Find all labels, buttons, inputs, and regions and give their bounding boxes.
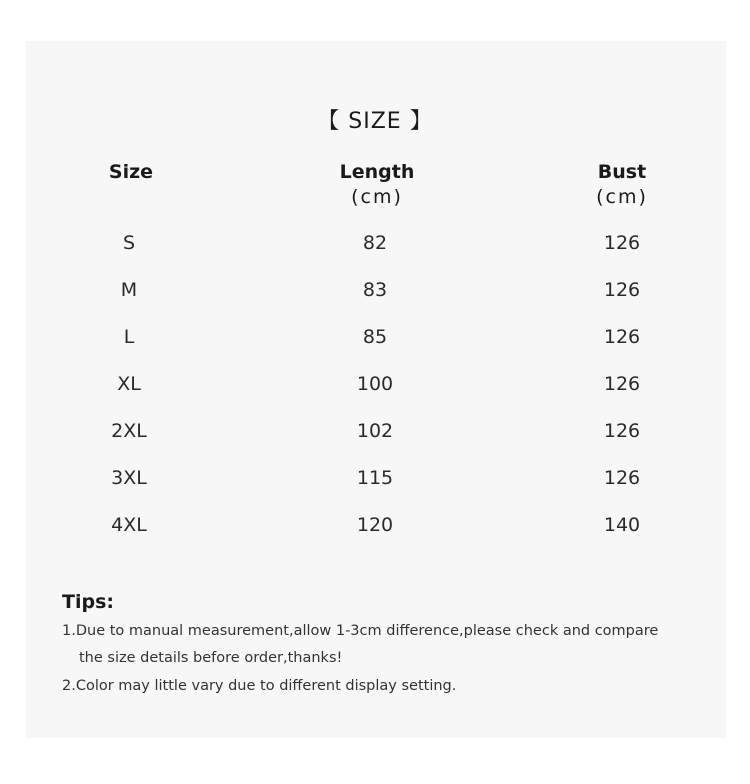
size-chart-title: 【 SIZE 】 [317,109,433,134]
length-cell: 120 [356,514,394,536]
length-cell: 115 [356,467,394,489]
column-header-label: Size [108,161,154,183]
column-header-unit: (cm) [596,186,648,208]
length-cell: 102 [356,420,394,442]
column-header-label: Length [339,161,415,183]
bust-cell: 126 [603,232,641,254]
length-cell: 100 [356,373,394,395]
tip-line: 2.Color may little vary due to different display setting. [62,678,457,694]
size-cell: S [122,232,136,254]
column-header-unit: (cm) [351,186,403,208]
bust-cell: 140 [603,514,641,536]
size-cell: XL [117,373,141,395]
column-header-size [51,160,211,185]
size-cell: 3XL [111,467,147,489]
size-cell: M [120,279,138,301]
column-header-length [297,160,457,210]
tip-line: 1.Due to manual measurement,allow 1-3cm difference,please check and compare [62,623,659,639]
length-cell: 82 [362,232,388,254]
size-cell: 2XL [111,420,147,442]
bust-cell: 126 [603,279,641,301]
tips-heading: Tips: [62,591,114,613]
length-cell: 85 [362,326,388,348]
bust-cell: 126 [603,467,641,489]
bust-cell: 126 [603,420,641,442]
tip-line: the size details before order,thanks! [79,650,343,666]
bust-cell: 126 [603,373,641,395]
column-header-bust [542,160,702,210]
column-header-label: Bust [597,161,647,183]
bust-cell: 126 [603,326,641,348]
size-cell: 4XL [111,514,147,536]
length-cell: 83 [362,279,388,301]
size-cell: L [123,326,135,348]
